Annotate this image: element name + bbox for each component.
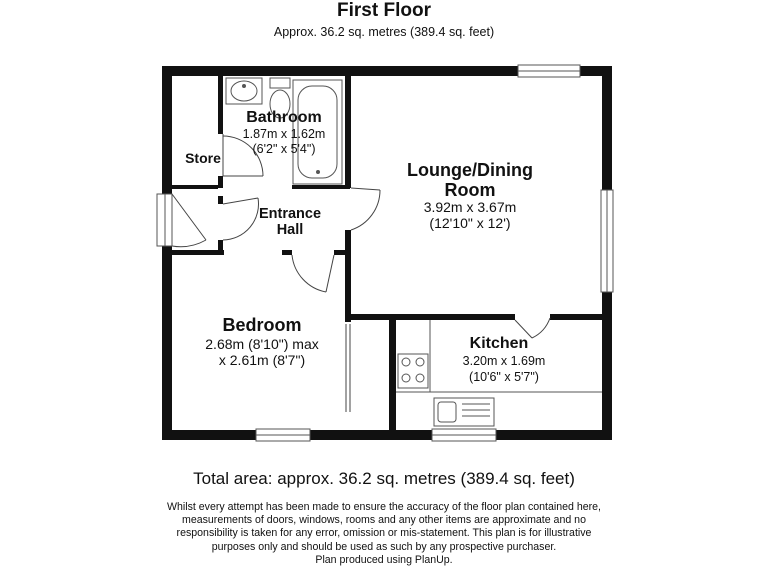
- internal-walls: [172, 76, 610, 432]
- bedroom-label: Bedroom: [222, 315, 302, 335]
- bathroom-label: Bathroom: [246, 109, 322, 126]
- wardrobe: [346, 324, 350, 412]
- bathroom-dim-imperial: (6'2" x 5'4"): [252, 142, 316, 156]
- window-top-lounge: [518, 65, 580, 77]
- disclaimer-line: Plan produced using PlanUp.: [315, 553, 453, 566]
- bedroom-dim: 2.68m (8'10") max: [205, 336, 319, 352]
- disclaimer-line: measurements of doors, windows, rooms and any other items are approximate and no: [182, 514, 586, 527]
- kitchen-sink: [434, 398, 494, 426]
- bathroom-dim: 1.87m x 1.62m: [242, 127, 326, 141]
- plan-subtitle: Approx. 36.2 sq. metres (389.4 sq. feet): [273, 25, 495, 39]
- window-right-lounge: [601, 190, 613, 292]
- total-area: Total area: approx. 36.2 sq. metres (389.4 sq. feet): [193, 469, 575, 488]
- bedroom-dim-2: x 2.61m (8'7"): [218, 352, 306, 368]
- disclaimer-line: purposes only and should be used as such by any prospective purchaser.: [211, 540, 557, 553]
- kitchen-label: Kitchen: [469, 335, 529, 352]
- lounge-label: Lounge/Dining: [407, 160, 533, 180]
- kitchen-dim: 3.20m x 1.69m: [462, 354, 546, 368]
- window-bottom-bedroom: [256, 429, 310, 441]
- entrance-label: Entrance: [258, 206, 322, 222]
- window-bottom-kitchen: [432, 429, 496, 441]
- lounge-dim: 3.92m x 3.67m: [423, 199, 517, 215]
- basin: [226, 78, 262, 104]
- outer-walls: [162, 66, 612, 440]
- disclaimer-line: responsibility is taken for any error, omission or mis-statement. This plan is for illustrative: [176, 527, 592, 540]
- entrance-label-2: Hall: [276, 222, 304, 238]
- entrance-door-frame: [157, 194, 172, 246]
- kitchen-dim-imperial: (10'6" x 5'7"): [469, 370, 539, 384]
- plan-title: First Floor: [337, 0, 431, 21]
- disclaimer: [120, 501, 648, 567]
- lounge-label-2: Room: [444, 180, 496, 200]
- store-label: Store: [185, 150, 221, 166]
- disclaimer-line: Whilst every attempt has been made to ensure the accuracy of the floor plan contained here,: [166, 501, 601, 513]
- lounge-dim-imperial: (12'10" x 12'): [429, 215, 511, 231]
